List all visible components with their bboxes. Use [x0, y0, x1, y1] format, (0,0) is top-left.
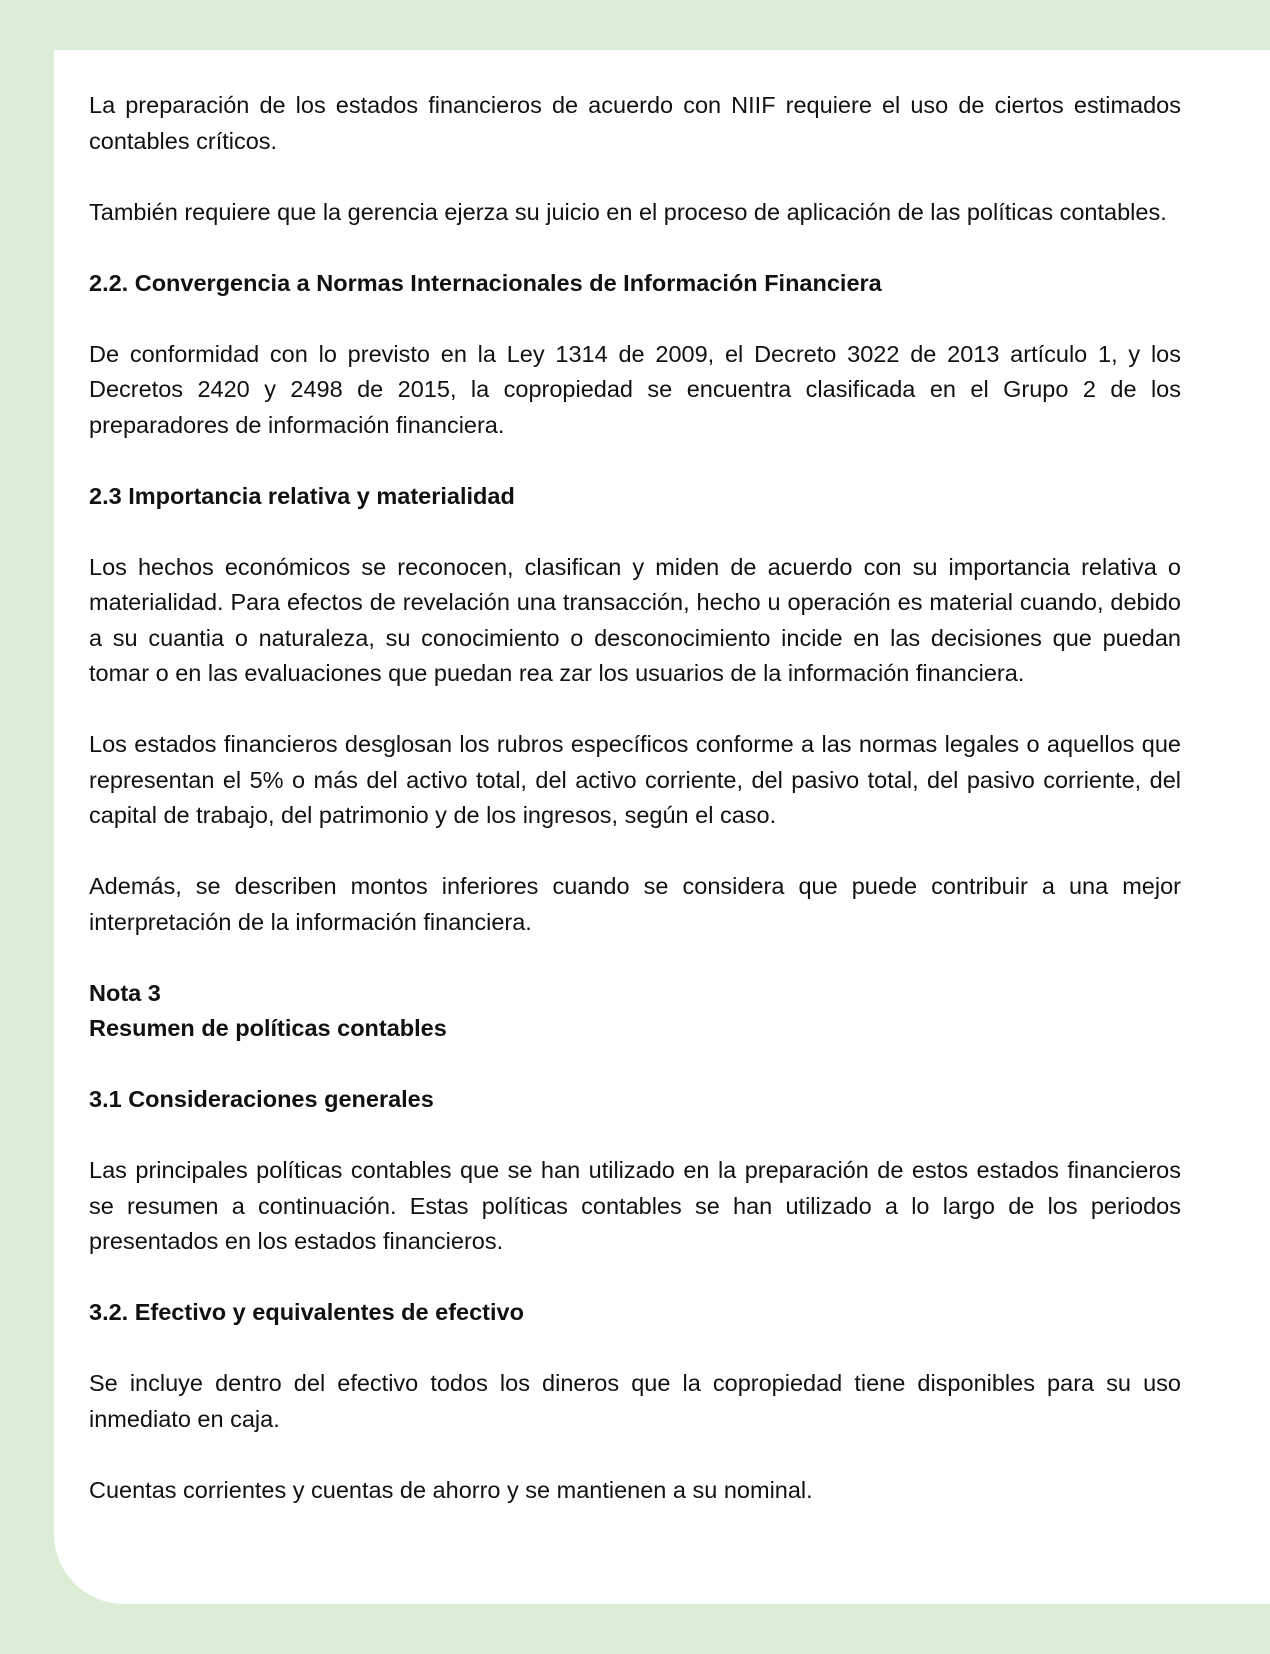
paragraph-juicio-gerencia: También requiere que la gerencia ejerza su juicio en el proceso de aplicación de las políticas contables. — [89, 198, 1167, 225]
paragraph-materialidad: Los hechos económicos se reconocen, clasifican y miden de acuerdo con su importancia relativa o materialidad. Para efectos de revelación una transacción, hecho u operación es material cuando, debido a su cuantia o naturaleza, su conocimiento o desconocimiento incide en las decisiones que puedan tomar o en las evaluaciones que puedan rea zar los usuarios de la información financiera. — [89, 553, 1181, 686]
document-page — [54, 50, 1270, 1604]
heading-nota-3-number: Nota 3 — [89, 979, 161, 1006]
paragraph-rubros: Los estados financieros desglosan los rubros específicos conforme a las normas legales o aquellos que representan el 5% o más del activo total, del activo corriente, del pasivo total, del pasivo corriente, del capital de trabajo, del patrimonio y de los ingresos, según el caso. — [89, 731, 1181, 828]
paragraph-convergencia: De conformidad con lo previsto en la Ley 1314 de 2009, el Decreto 3022 de 2013 artículo 1, y los Decretos 2420 y 2498 de 2015, la copropiedad se encuentra clasificada en el Grupo 2 de los preparadores de información financiera. — [89, 340, 1181, 438]
paragraph-politicas-contables: Las principales políticas contables que se han utilizado en la preparación de estos estados financieros se resumen a continuación. Estas políticas contables se han utilizado a lo largo de los periodos presentados en los estados financieros. — [89, 1157, 1181, 1254]
paragraph-montos-inferiores: Además, se describen montos inferiores cuando se considera que puede contribuir a una mejor interpretación de la información financiera. — [89, 873, 1181, 935]
heading-3-2: 3.2. Efectivo y equivalentes de efectivo — [89, 1299, 524, 1325]
heading-3-1: 3.1 Consideraciones generales — [89, 1086, 434, 1112]
heading-nota-3 — [89, 976, 1181, 1047]
document-body — [89, 88, 1181, 1508]
paragraph-cuentas: Cuentas corrientes y cuentas de ahorro y se mantienen a su nominal. — [89, 1476, 813, 1503]
heading-2-3: 2.3 Importancia relativa y materialidad — [89, 482, 515, 509]
paragraph-estimados: La preparación de los estados financieros de acuerdo con NIIF requiere el uso de ciertos estimados contables críticos. — [89, 92, 1181, 154]
heading-2-2: 2.2. Convergencia a Normas Internacionales de Información Financiera — [89, 269, 882, 296]
heading-nota-3-title: Resumen de políticas contables — [89, 1015, 447, 1041]
paragraph-efectivo: Se incluye dentro del efectivo todos los dineros que la copropiedad tiene disponibles para su uso inmediato en caja. — [89, 1370, 1181, 1432]
